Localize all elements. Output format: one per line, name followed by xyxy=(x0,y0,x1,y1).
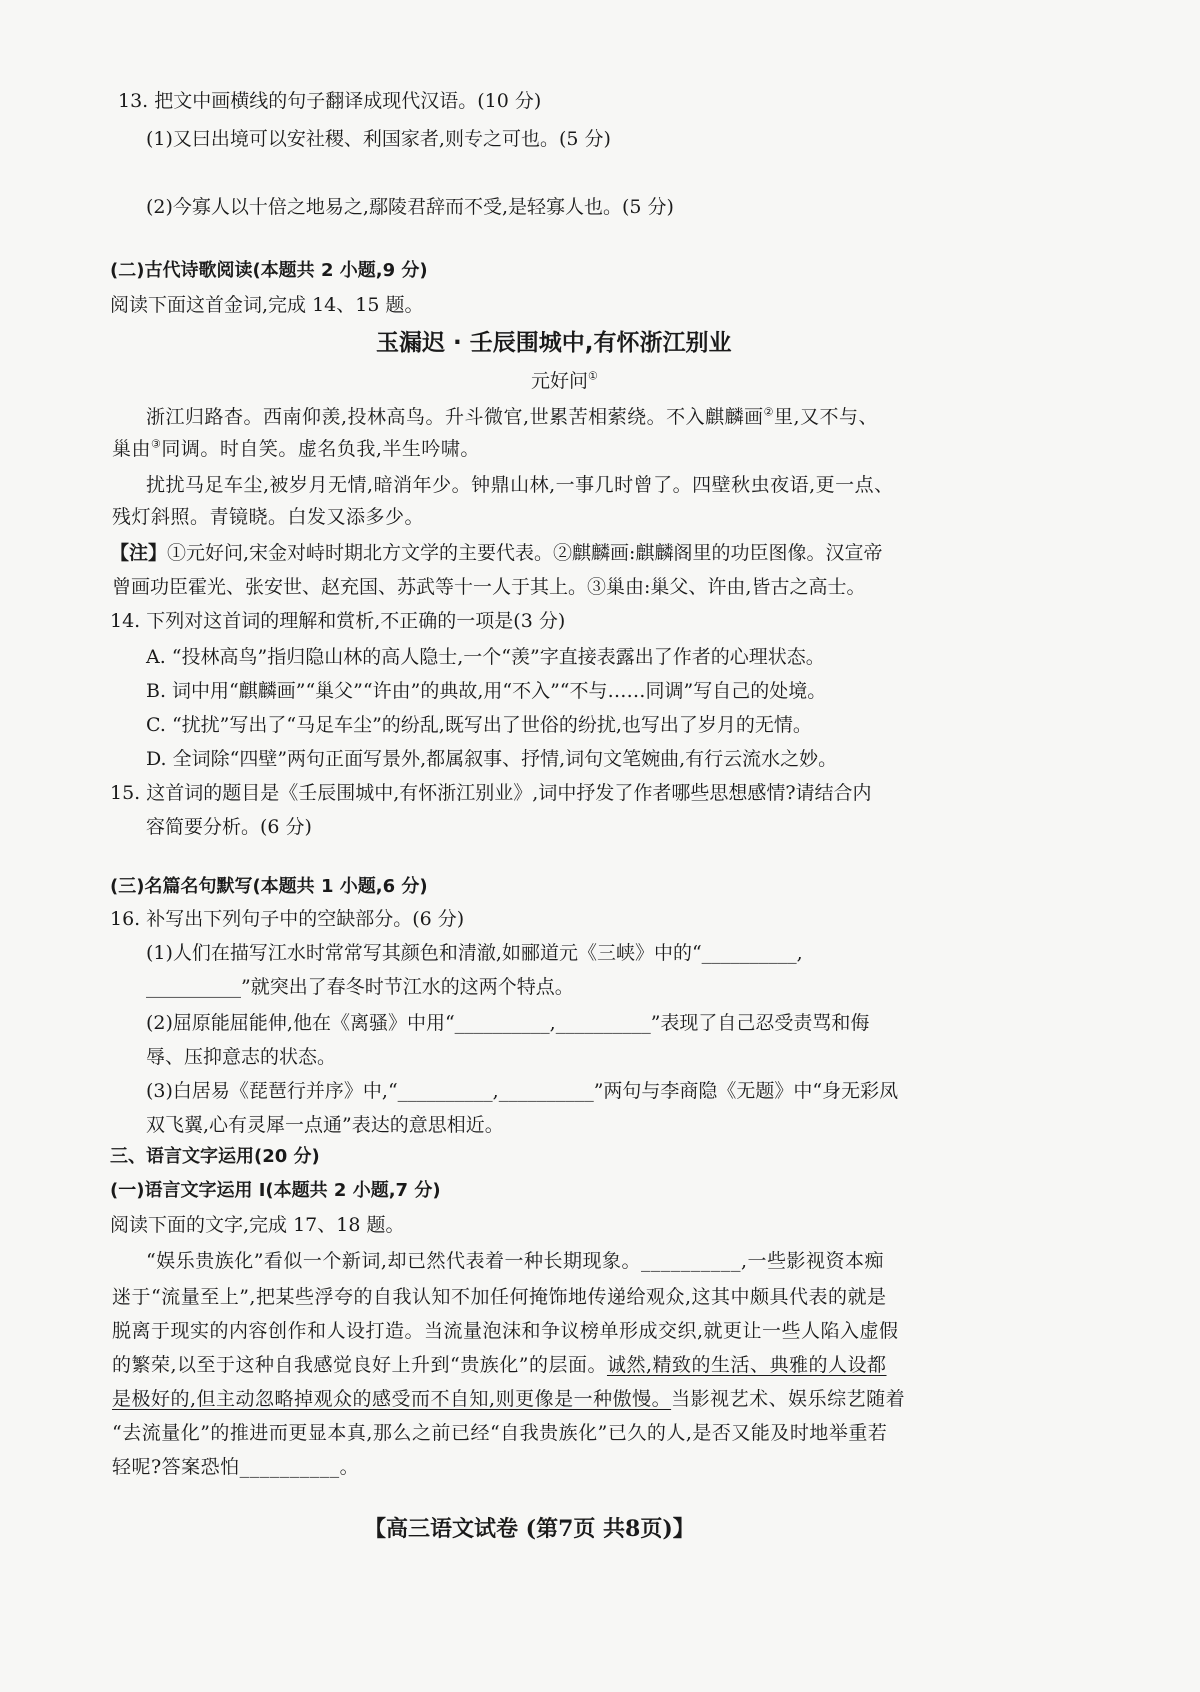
poem-notes-cont: 曾画功臣霍光、张安世、赵充国、苏武等十一人于其上。③巢由:巢父、许由,皆古之高士。 xyxy=(112,576,866,598)
poetry-intro: 阅读下面这首金词,完成 14、15 题。 xyxy=(110,294,424,316)
passage-line: 是极好的,但主动忽略掉观众的感受而不自知,则更像是一种傲慢。当影视艺术、娱乐综艺随着 xyxy=(112,1388,906,1410)
section-recitation-heading: (三)名篇名句默写(本题共 1 小题,6 分) xyxy=(110,876,428,897)
part-3-heading: 三、语言文字运用(20 分) xyxy=(110,1146,320,1167)
question-15-stem: 15. 这首词的题目是《壬辰围城中,有怀浙江别业》,词中抒发了作者哪些思想感情?请结合内 xyxy=(110,782,872,804)
passage-line: “娱乐贵族化”看似一个新词,却已然代表着一种长期现象。__________,一些影视资本痴 xyxy=(146,1250,885,1272)
passage-line: “去流量化”的推进而更显本真,那么之前已经“自我贵族化”已久的人,是否又能及时地举重若 xyxy=(112,1422,888,1444)
question-16-part-2-cont: 辱、压抑意志的状态。 xyxy=(146,1046,337,1068)
poem-line: 浙江归路杳。西南仰羡,投林高鸟。升斗微官,世累苦相萦绕。不入麒麟画②里,又不与、 xyxy=(146,405,879,428)
question-13-part-1: (1)又曰出境可以安社稷、利国家者,则专之可也。(5 分) xyxy=(146,128,611,150)
passage-line: 迷于“流量至上”,把某些浮夸的自我认知不加任何掩饰地传递给观众,这其中颇具代表的就是 xyxy=(112,1286,887,1308)
footnote-mark: ② xyxy=(763,405,774,419)
passage-line: 脱离于现实的内容创作和人设打造。当流量泡沫和争议榜单形成交织,就更让一些人陷入虚假 xyxy=(112,1320,899,1342)
question-16-part-1-cont: __________”就突出了春冬时节江水的这两个特点。 xyxy=(146,976,574,998)
question-14-option-a: A. “投林高鸟”指归隐山林的高人隐士,一个“羡”字直接表露出了作者的心理状态。 xyxy=(146,646,825,668)
poem-line: 残灯斜照。青镜晓。白发又添多少。 xyxy=(112,506,425,528)
poem-notes: 【注】①元好问,宋金对峙时期北方文学的主要代表。②麒麟画:麒麟阁里的功臣图像。汉宣帝 xyxy=(110,542,883,564)
question-14-option-c: C. “扰扰”写出了“马足车尘”的纷乱,既写出了世俗的纷扰,也写出了岁月的无情。 xyxy=(146,714,812,736)
question-16-part-3-cont: 双飞翼,心有灵犀一点通”表达的意思相近。 xyxy=(146,1114,504,1136)
footnote-mark: ① xyxy=(588,369,598,383)
note-label: 【注】 xyxy=(110,542,168,564)
passage-line: 轻呢?答案恐怕__________。 xyxy=(112,1456,360,1478)
poem-line: 巢由③同调。时自笑。虚名负我,半生吟啸。 xyxy=(112,437,480,460)
question-14-stem: 14. 下列对这首词的理解和赏析,不正确的一项是(3 分) xyxy=(110,610,566,632)
question-13-part-2: (2)今寡人以十倍之地易之,鄢陵君辞而不受,是轻寡人也。(5 分) xyxy=(146,196,674,218)
passage-intro: 阅读下面的文字,完成 17、18 题。 xyxy=(110,1214,405,1236)
section-language-use-heading: (一)语言文字运用 I(本题共 2 小题,7 分) xyxy=(110,1180,441,1201)
question-14-option-d: D. 全词除“四壁”两句正面写景外,都属叙事、抒情,词句文笔婉曲,有行云流水之妙。 xyxy=(146,748,838,770)
underlined-sentence: 诚然,精致的生活、典雅的人设都 xyxy=(606,1354,887,1376)
question-16-stem: 16. 补写出下列句子中的空缺部分。(6 分) xyxy=(110,908,465,930)
question-14-option-b: B. 词中用“麒麟画”“巢父”“许由”的典故,用“不入”“不与……同调”写自己的处境。 xyxy=(146,680,827,702)
underlined-sentence: 是极好的,但主动忽略掉观众的感受而不自知,则更像是一种傲慢。 xyxy=(112,1388,672,1410)
poem-line: 扰扰马足车尘,被岁月无情,暗消年少。钟鼎山林,一事几时曾了。四壁秋虫夜语,更一点、 xyxy=(146,474,894,496)
question-15-stem-cont: 容简要分析。(6 分) xyxy=(146,816,312,838)
footnote-mark: ③ xyxy=(151,437,162,451)
question-16-part-3: (3)白居易《琵琶行并序》中,“__________,__________”两句与李商隐《无题》中“身无彩凤 xyxy=(146,1080,899,1102)
poem-title: 玉漏迟 · 壬辰围城中,有怀浙江别业 xyxy=(376,330,732,356)
passage-line: 的繁荣,以至于这种自我感觉良好上升到“贵族化”的层面。诚然,精致的生活、典雅的人设都 xyxy=(112,1354,887,1376)
question-16-part-2: (2)屈原能屈能伸,他在《离骚》中用“__________,__________”表现了自己忍受责骂和侮 xyxy=(146,1012,870,1034)
poem-author: 元好问① xyxy=(531,369,598,392)
question-13-stem: 13. 把文中画横线的句子翻译成现代汉语。(10 分) xyxy=(118,90,542,112)
question-16-part-1: (1)人们在描写江水时常常写其颜色和清澈,如郦道元《三峡》中的“__________, xyxy=(146,942,803,964)
page-footer: 【高三语文试卷 (第7页 共8页)】 xyxy=(364,1516,695,1542)
section-poetry-heading: (二)古代诗歌阅读(本题共 2 小题,9 分) xyxy=(110,260,428,281)
